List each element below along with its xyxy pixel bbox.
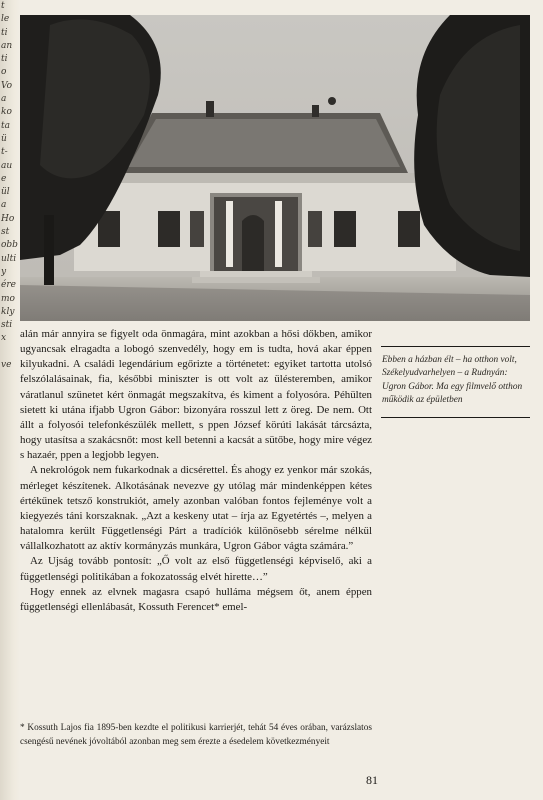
margin-fragment: t- [1,147,8,158]
margin-fragment: t [1,1,5,11]
footnote: * Kossuth Lajos fia 1895-ben kezdte el politikusi karrierjét, tehát 54 éves orában, varázslatos csengésű nevének jóvoltából azonban meg sem érezte a ésedelem következményeit [20,723,372,747]
margin-fragment: obb [1,240,18,251]
margin-fragment: st [1,227,10,238]
margin-fragment [1,346,20,359]
body-paragraph: alán már annyira se figyelt oda önmagára, mint azokban a hősi dőkben, amikor ugyancsak elragadta a lobogó szenvedély, hogy em is tudta, hová akar éppen kilyukadni. A családi legendárium egőrizte a történetet: egyiket tartotta utolsó felszólalásainak, fia, későbbi miniszter is ott volt az ülésteremben, amikor váratlanul szünetet kért önmagát megszakítva, és kiment a folyosóra. Péhülten sietett ki utána ifjabb Ugron Gábor: bizonyára rosszul lett z öreg. De nem. Ott állt a folyosói telefonkészülék mellett, s ppen József körúti lakását tárcsázta, hogy utasítsa a szakácsnőt: most kell betenni a kacsát a sütőbe, hogy mire végez s hazaér, ppen a legjobb legyen. [20,328,372,462]
margin-fragment: Vo [1,80,13,91]
margin-fragment: Ho [1,213,15,224]
margin-fragment: ü [1,133,7,144]
margin-fragment: o [1,67,7,78]
caption-top-rule [381,346,530,347]
margin-fragment: ulti [1,253,17,264]
house-photograph [20,15,530,321]
margin-fragment: e [1,173,7,184]
margin-fragment: le [1,14,10,25]
margin-fragment: ti [1,27,8,38]
margin-fragment: au [1,160,13,171]
body-paragraph: Hogy ennek az elvnek magasra csapó hulláma mégsem őt, anem éppen függetlenségi ellenlábasát, Kossuth Ferencet* emel- [20,585,372,613]
margin-fragment: y [1,266,7,277]
margin-fragment: ve [1,360,12,371]
page-number: 81 [366,773,378,787]
margin-fragment: x [1,333,7,344]
margin-fragment: a [1,200,7,211]
margin-fragment: ta [1,120,10,131]
photo-caption: Ebben a házban élt – ha otthon volt, Székelyudvarhelyen – a Rudnyán: Ugron Gábor. Ma egy filmvelő otthon működik az épületben [382,355,523,405]
margin-fragment: ére [1,280,16,291]
margin-fragment: an [1,40,13,51]
margin-fragment: ti [1,54,8,65]
margin-fragment: a [1,94,7,105]
body-paragraph: A nekrológok nem fukarkodnak a dicsérettel. És ahogy ez yenkor már szokás, mérleget készítenek. Alkotásának nevezve gy utólag már mindenképpen kétes értékűnek tetsző konstrukiót, amely azonban valóban fontos fejleménye volt a kiegyezés táni korszaknak. „Azt a keskeny utat – írja az Egyetértés –, melyen a hatalomra került Függetlenségi Párt a tradíciók különösebb sérelme nélkül vállalkozhatott az aktív kormányzás munkára, Ugron Gábor vágta számára.” [20,464,372,553]
facing-page-margin [0,0,20,800]
main-body-text [20,327,372,615]
margin-fragment: sti [1,320,13,331]
margin-fragment: kly [1,306,15,317]
caption-bottom-rule [381,417,530,418]
margin-fragment: ül [1,187,10,198]
handwritten-margin-fragments [1,0,20,372]
margin-fragment: mo [1,293,15,304]
body-paragraph: Az Ujság tovább pontosít: „Ő volt az első függetlenségi képviselő, aki a függetlenségi politikában a fokozatosság elvét hirette…” [20,555,372,583]
margin-fragment: ko [1,107,12,118]
